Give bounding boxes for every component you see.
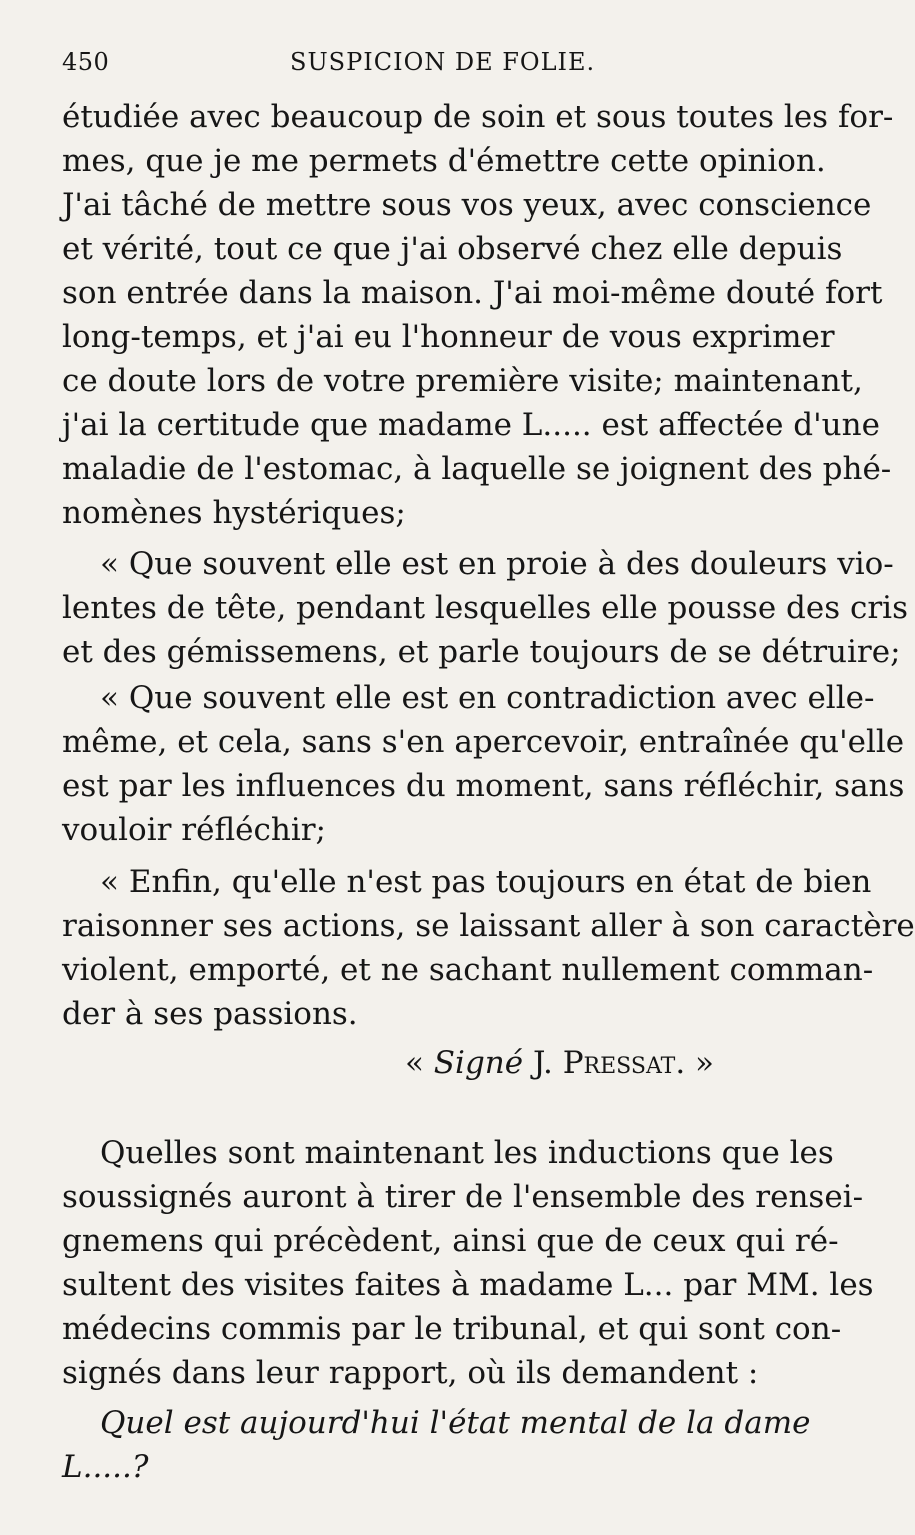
running-title: SUSPICION DE FOLIE. <box>290 48 596 76</box>
page-number: 450 <box>62 48 110 76</box>
text-line: vouloir réfléchir; <box>62 812 326 848</box>
text-line: raisonner ses actions, se laissant aller à son caractère <box>62 908 915 944</box>
text-line: lentes de tête, pendant lesquelles elle pousse des cris <box>62 590 908 626</box>
text-line: et des gémissemens, et parle toujours de se détruire; <box>62 634 901 670</box>
text-line: signés dans leur rapport, où ils demandent : <box>62 1355 759 1391</box>
text-line: « Enfin, qu'elle n'est pas toujours en état de bien <box>100 864 872 900</box>
text-line: est par les influences du moment, sans réfléchir, sans <box>62 768 905 804</box>
text-line: sultent des visites faites à madame L... par MM. les <box>62 1267 874 1303</box>
text-line: même, et cela, sans s'en apercevoir, entraînée qu'elle <box>62 724 905 760</box>
text-line: nomènes hystériques; <box>62 495 406 531</box>
signature-line: « Signé J. Pressat. » <box>404 1045 714 1081</box>
text-line: « Que souvent elle est en contradiction avec elle- <box>100 680 875 716</box>
text-line: maladie de l'estomac, à laquelle se joignent des phé- <box>62 451 892 487</box>
text-line: violent, emporté, et ne sachant nullement comman- <box>62 952 874 988</box>
running-header <box>62 48 770 84</box>
text-line: der à ses passions. <box>62 996 358 1032</box>
text-line: « Que souvent elle est en proie à des douleurs vio- <box>100 546 894 582</box>
text-line: et vérité, tout ce que j'ai observé chez elle depuis <box>62 231 843 267</box>
question-line: L.....? <box>62 1449 149 1485</box>
text-line: gnemens qui précèdent, ainsi que de ceux qui ré- <box>62 1223 839 1259</box>
text-line: mes, que je me permets d'émettre cette opinion. <box>62 143 826 179</box>
question-line: Quel est aujourd'hui l'état mental de la dame <box>100 1405 811 1441</box>
text-line: soussignés auront à tirer de l'ensemble des rensei- <box>62 1179 864 1215</box>
text-line: Quelles sont maintenant les inductions que les <box>100 1135 834 1171</box>
text-line: j'ai la certitude que madame L..... est affectée d'une <box>62 407 880 443</box>
text-line: J'ai tâché de mettre sous vos yeux, avec conscience <box>62 187 872 223</box>
text-line: son entrée dans la maison. J'ai moi-même douté fort <box>62 275 883 311</box>
text-line: long-temps, et j'ai eu l'honneur de vous exprimer <box>62 319 835 355</box>
text-line: ce doute lors de votre première visite; maintenant, <box>62 363 863 399</box>
text-line: médecins commis par le tribunal, et qui sont con- <box>62 1311 842 1347</box>
text-line: étudiée avec beaucoup de soin et sous toutes les for- <box>62 99 894 135</box>
